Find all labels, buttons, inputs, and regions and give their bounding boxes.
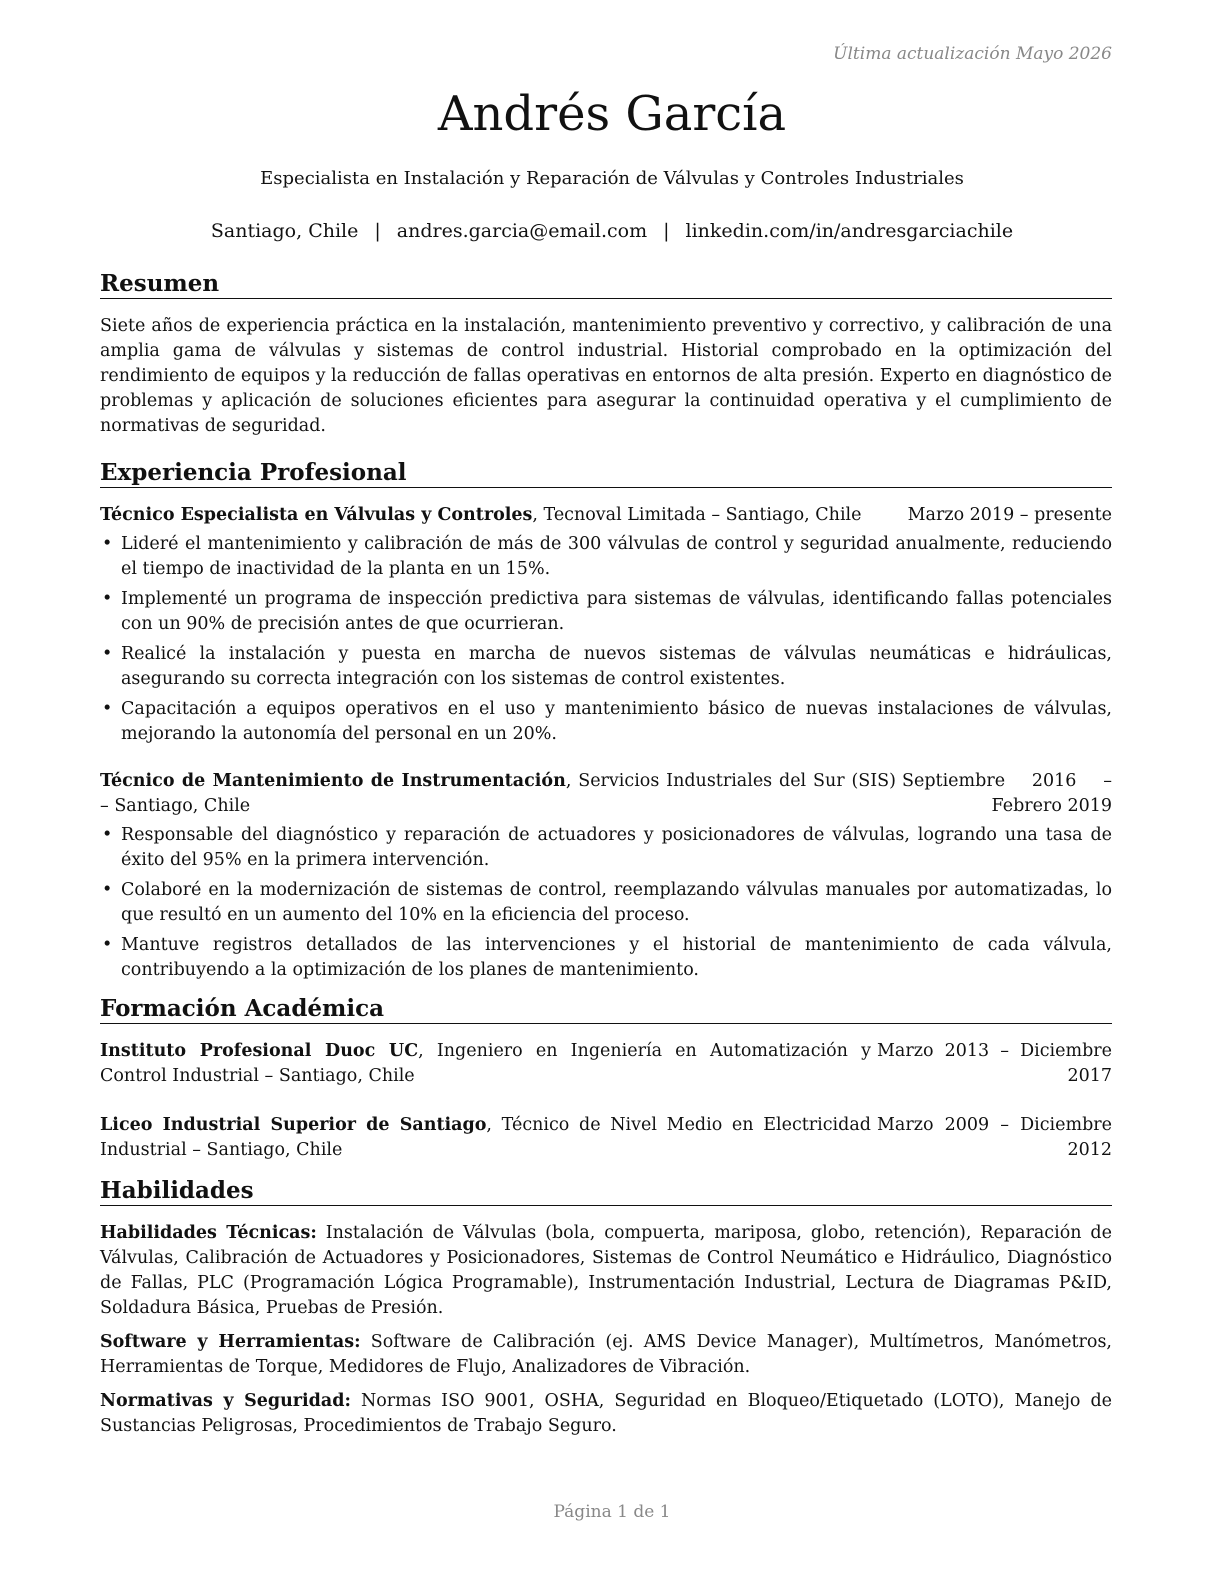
job-entry	[100, 769, 1112, 983]
contact-separator: |	[374, 220, 381, 242]
list-item: • Lideré el mantenimiento y calibración de más de 300 válvulas de control y seguridad anualmente, reduciendo el tiempo de inactividad de la planta en un 15%.	[100, 532, 1112, 582]
skill-label: Normativas y Seguridad:	[100, 1391, 351, 1411]
skill-text: Instalación de Válvulas (bola, compuerta, mariposa, globo, retención), Reparación de Válvulas, Calibración de Actuadores y Posicionadores, Sistemas de Control Neumático e Hidráulico, Diagnóstico de Fallas, PLC (Programación Lógica Programable), Instrumentación Industrial, Lectura de Diagramas P&ID, Soldadura Básica, Pruebas de Presión.	[100, 1223, 1112, 1318]
job-company: , Servicios Industriales del Sur (SIS) – Santiago, Chile	[100, 771, 897, 816]
skills-section	[100, 1177, 1112, 1439]
contact-email[interactable]: andres.garcia@email.com	[396, 220, 648, 242]
job-entry	[100, 503, 1112, 747]
job-header	[100, 503, 1112, 528]
skill-group	[100, 1221, 1112, 1321]
skill-text: Normas ISO 9001, OSHA, Seguridad en Bloqueo/Etiquetado (LOTO), Manejo de Sustancias Peligrosas, Procedimientos de Trabajo Seguro.	[100, 1391, 1113, 1436]
education-section	[100, 995, 1112, 1163]
section-heading: Formación Académica	[100, 995, 1112, 1024]
resume-content	[100, 270, 1112, 1448]
skill-text: Software de Calibración (ej. AMS Device Manager), Multímetros, Manómetros, Herramientas de Torque, Medidores de Flujo, Analizadores de Vibración.	[100, 1332, 1112, 1377]
contact-linkedin[interactable]: linkedin.com/in/andresgarciachile	[685, 220, 1014, 242]
job-company: , Tecnoval Limitada – Santiago, Chile	[532, 505, 862, 525]
job-role: Técnico de Mantenimiento de Instrumentación	[100, 771, 566, 791]
list-item: • Capacitación a equipos operativos en el uso y mantenimiento básico de nuevas instalaciones de válvulas, mejorando la autonomía del personal en un 20%.	[100, 697, 1112, 747]
job-dates: Marzo 2019 – presente	[907, 505, 1112, 525]
list-item: • Colaboré en la modernización de sistemas de control, reemplazando válvulas manuales por automatizadas, lo que resultó en un aumento del 10% en la eficiencia del proceso.	[100, 878, 1112, 928]
education-entry	[100, 1039, 1112, 1089]
job-dates: Septiembre 2016 – Febrero 2019	[902, 771, 1112, 816]
list-item: • Realicé la instalación y puesta en marcha de nuevos sistemas de válvulas neumáticas e hidráulicas, asegurando su correcta integración con los sistemas de control existentes.	[100, 642, 1112, 692]
candidate-name: Andrés García	[437, 86, 787, 142]
list-item: • Responsable del diagnóstico y reparación de actuadores y posicionadores de válvulas, logrando una tasa de éxito del 95% en la primera intervención.	[100, 823, 1112, 873]
contact-separator: |	[663, 220, 670, 242]
job-role: Técnico Especialista en Válvulas y Controles	[100, 505, 533, 525]
summary-section	[100, 270, 1112, 439]
candidate-title: Especialista en Instalación y Reparación de Válvulas y Controles Industriales	[260, 168, 964, 189]
job-header	[100, 769, 1112, 819]
job-bullets	[100, 532, 1112, 747]
page-number: Página 1 de 1	[553, 1502, 671, 1522]
list-item: • Mantuve registros detallados de las intervenciones y el historial de mantenimiento de cada válvula, contribuyendo a la optimización de los planes de mantenimiento.	[100, 933, 1112, 983]
contact-line	[0, 220, 1224, 242]
last-updated: Última actualización Mayo 2026	[833, 44, 1112, 64]
summary-text: Siete años de experiencia práctica en la instalación, mantenimiento preventivo y correctivo, y calibración de una amplia gama de válvulas y sistemas de control industrial. Historial comprobado en la optimización del rendimiento de equipos y la reducción de fallas operativas en entornos de alta presión. Experto en diagnóstico de problemas y aplicación de soluciones eficientes para asegurar la continuidad operativa y el cumplimiento de normativas de seguridad.	[100, 316, 1112, 436]
contact-location: Santiago, Chile	[210, 220, 359, 242]
skill-label: Software y Herramientas:	[100, 1332, 361, 1352]
list-item: • Implementé un programa de inspección predictiva para sistemas de válvulas, identificando fallas potenciales con un 90% de precisión antes de que ocurrieran.	[100, 587, 1112, 637]
section-heading: Experiencia Profesional	[100, 459, 1112, 488]
skill-group	[100, 1389, 1112, 1439]
education-dates: Marzo 2013 – Diciembre 2017	[877, 1041, 1112, 1086]
education-detail: , Ingeniero en Ingeniería en Automatización y Control Industrial – Santiago, Chile	[100, 1041, 871, 1086]
skill-group	[100, 1330, 1112, 1380]
skill-label: Habilidades Técnicas:	[100, 1223, 317, 1243]
education-school: Liceo Industrial Superior de Santiago	[100, 1115, 487, 1135]
section-heading: Habilidades	[100, 1177, 1112, 1206]
education-school: Instituto Profesional Duoc UC	[100, 1041, 419, 1061]
education-dates: Marzo 2009 – Diciembre 2012	[877, 1115, 1112, 1160]
section-heading: Resumen	[100, 270, 1112, 299]
education-detail: , Técnico de Nivel Medio en Electricidad Industrial – Santiago, Chile	[100, 1115, 871, 1160]
education-entry	[100, 1113, 1112, 1163]
job-bullets	[100, 823, 1112, 983]
experience-section	[100, 459, 1112, 983]
